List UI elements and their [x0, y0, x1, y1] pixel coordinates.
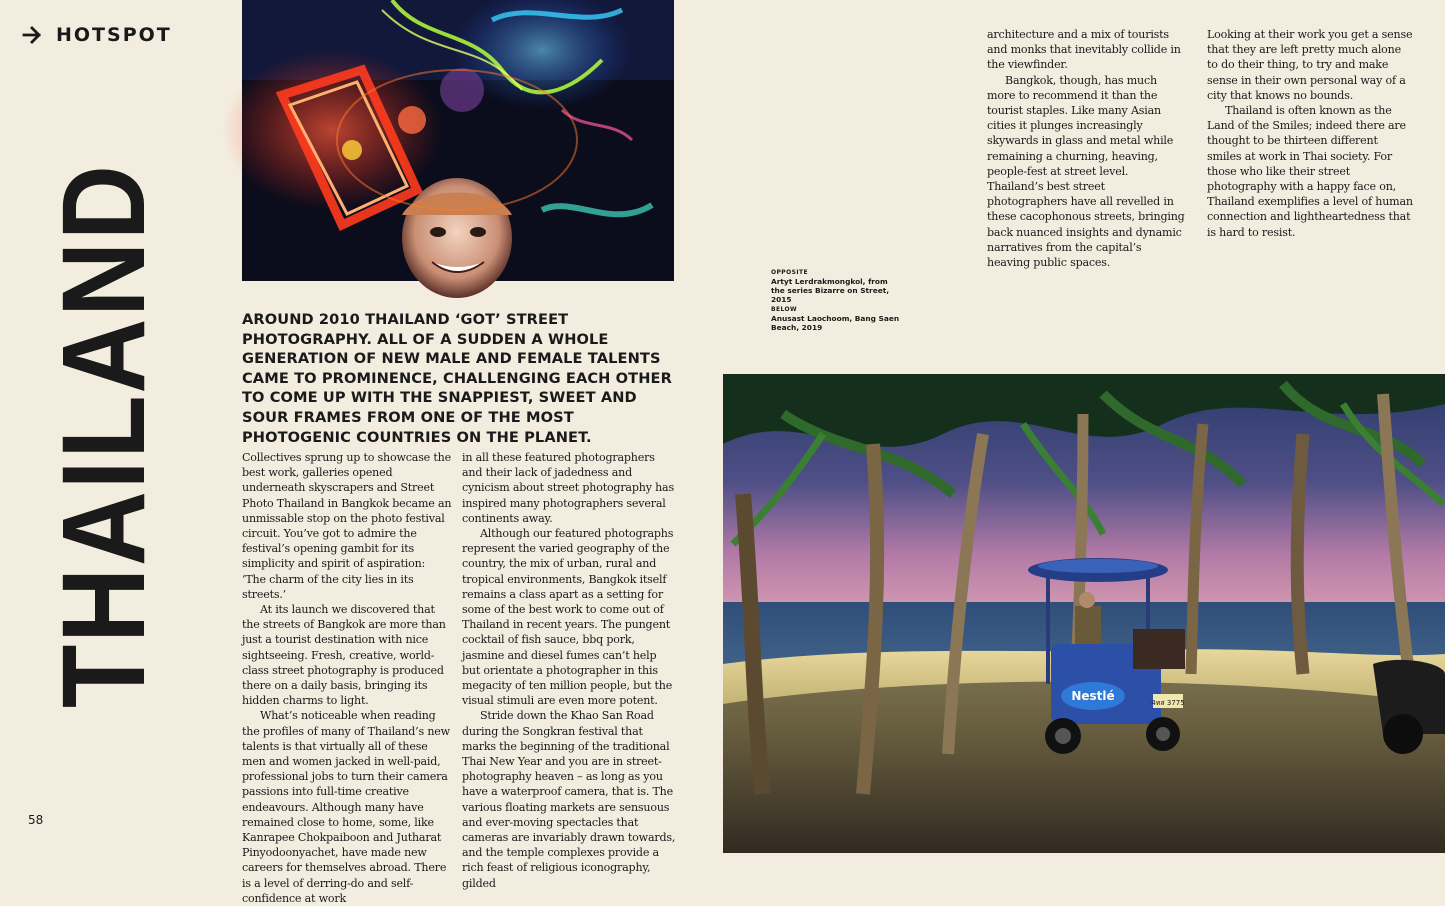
section-label: HOTSPOT	[56, 24, 172, 46]
paragraph: Bangkok, though, has much more to recommend it than the tourist staples. Like many Asian cities it plunges increasingly skywards in glass and metal while remaining a churning, heaving, people-fest at street level. Thailand’s best street photographers have all revelled in these cacophonous streets, bringing back nuanced insights and dynamic narratives from the capital’s heaving public spaces.	[987, 73, 1185, 270]
caption-below	[771, 305, 901, 332]
caption-opposite	[771, 268, 901, 304]
photo-beach-cart	[723, 374, 1445, 853]
cart-sign: Nestlé	[1071, 689, 1115, 703]
paragraph: What’s noticeable when reading the profiles of many of Thailand’s new talents is that virtually all of these men and women jacked in well-paid, professional jobs to turn their camera passions into full-time creative endeavours. Although many have remained close to home, some, like Kanrapee Chokpaiboon and Jutharat Pinyodoonyachet, have made new careers for themselves abroad. There is a level of derring-do and self-confidence at work	[242, 709, 450, 905]
title-text: THAILAND	[38, 163, 170, 709]
caption-head: OPPOSITE	[771, 269, 808, 276]
cart-plate: 4ทส 3775	[1151, 699, 1185, 707]
standfirst: AROUND 2010 THAILAND ‘GOT’ STREET PHOTOGRAPHY. ALL OF A SUDDEN A WHOLE GENERATION OF NEW MALE AND FEMALE TALENTS CAME TO PROMINENCE, CHALLENGING EACH OTHER TO COME UP WITH THE SNAPPIEST, SWEET AND SOUR FRAMES FROM ONE OF THE MOST PHOTOGENIC COUNTRIES ON THE PLANET.	[242, 311, 672, 446]
paragraph: Looking at their work you get a sense that they are left pretty much alone to do their thing, to try and make sense in their own personal way of a city that knows no bounds.	[1207, 28, 1413, 102]
paragraph: Stride down the Khao San Road during the Songkran festival that marks the beginning of the traditional Thai New Year and you are in street-photography heaven – as long as you have a waterproof camera, that is. The various floating markets are sensuous and ever-moving spectacles that cameras are invariably drawn towards, and the temple complexes provide a rich feast of religious iconography, gilded	[462, 709, 676, 890]
paragraph: At its launch we discovered that the streets of Bangkok are more than just a tourist destination with nice sightseeing. Fresh, creative, world-class street photography is produced there on a daily basis, bringing its hidden charms to light.	[242, 603, 446, 708]
body-column-1	[242, 450, 452, 906]
paragraph: Although our featured photographs represent the varied geography of the country, the mix of urban, rural and tropical environments, Bangkok itself remains a class apart as a setting for some of the best work to come out of Thailand in recent years. The pungent cocktail of fish sauce, bbq pork, jasmine and diesel fumes can’t help but orientate a photographer in this megacity of ten million people, but the visual stimuli are even more potent.	[462, 527, 674, 708]
body-column-3	[987, 27, 1187, 270]
caption-head: BELOW	[771, 306, 797, 313]
photo-neon-portrait	[242, 0, 674, 281]
paragraph: Thailand is often known as the Land of the Smiles; indeed there are thought to be thirteen different smiles at work in Thai society. For those who like their street photography with a happy face on, Thailand exemplifies a level of human connection and lightheartedness that is hard to resist.	[1207, 104, 1413, 239]
page-number: 58	[28, 813, 44, 827]
paragraph: architecture and a mix of tourists and monks that inevitably collide in the viewfinder.	[987, 28, 1181, 72]
arrow-right-icon	[22, 25, 42, 45]
paragraph: in all these featured photographers and their lack of jadedness and cynicism about street photography has inspired many photographers several continents away.	[462, 451, 674, 525]
caption-text: Anusast Laochoom, Bang Saen Beach, 2019	[771, 314, 900, 332]
vertical-title	[38, 84, 170, 712]
paragraph: Collectives sprung up to showcase the best work, galleries opened underneath skyscrapers and Street Photo Thailand in Bangkok became an unmissable stop on the photo festival circuit. You’ve got to admire the festival’s opening gambit for its simplicity and spirit of aspiration: ‘The charm of the city lies in its streets.’	[242, 451, 452, 601]
caption-text: Artyt Lerdrakmongkol, from the series Bizarre on Street, 2015	[771, 277, 890, 304]
body-column-4	[1207, 27, 1415, 240]
body-column-2	[462, 450, 676, 891]
section-tag	[22, 24, 172, 46]
